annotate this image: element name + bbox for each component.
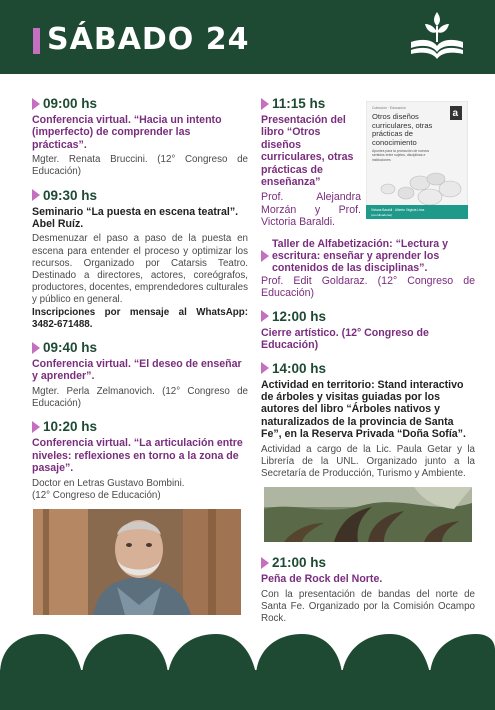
event-title: Conferencia virtual. “La articulación entre niveles: reflexiones en torno a la zona de pasaje”. bbox=[32, 437, 243, 475]
tree-photo-image bbox=[264, 487, 472, 542]
header-accent-bar bbox=[33, 28, 40, 54]
arrow-icon bbox=[261, 310, 269, 322]
event-text: Prof. Edit Goldaraz. (12° Congreso de Educación) bbox=[261, 274, 475, 300]
event-title: Conferencia virtual. “Hacia un intento (imperfecto) de comprender las prácticas”. bbox=[32, 114, 222, 151]
event-text: Prof. Alejandra Morzán y Prof. Victoria Baraldi. bbox=[261, 191, 361, 229]
arrow-icon bbox=[32, 421, 40, 433]
tree-photo bbox=[264, 487, 472, 542]
event-time: 10:20 hs bbox=[43, 419, 98, 435]
header bbox=[0, 0, 495, 74]
event-1020 bbox=[32, 419, 248, 502]
book-authors-role: (coordinadoras) bbox=[371, 213, 393, 217]
event-time: 09:30 hs bbox=[43, 187, 98, 203]
event-text: Mgter. Perla Zelmanovich. (12° Congreso de Educación) bbox=[32, 385, 248, 410]
arrow-icon bbox=[261, 250, 269, 262]
event-registration: Inscripciones por mensaje al WhatsApp: 3482-671488. bbox=[32, 306, 248, 330]
event-title: Actividad en territorio: Stand interactivo de árboles y visitas guiadas por los autores del libro “Árboles nativos y naturalizados de la provincia de Santa Fe”, en la Reserva Privada “Doña Sofía”. bbox=[261, 378, 466, 441]
event-time: 11:15 hs bbox=[272, 96, 326, 111]
book-subtitle: Apuntes para la promoción de nuevos sentidos entre sujetos, disciplinas e instituciones bbox=[372, 149, 430, 162]
book-authors: Viviana Baraldi · Alberto Virginia Lima bbox=[371, 208, 425, 212]
event-time: 09:40 hs bbox=[43, 340, 98, 356]
event-text: Doctor en Letras Gustavo Bombini. bbox=[32, 477, 185, 489]
event-time: 09:00 hs bbox=[43, 96, 98, 111]
event-title: Cierre artístico. (12° Congreso de Educación) bbox=[261, 326, 429, 352]
event-title: Seminario “La puesta en escena teatral”. Abel Ruíz. bbox=[32, 205, 239, 231]
event-1200 bbox=[261, 309, 475, 352]
event-title: Conferencia virtual. “El deseo de enseñar y aprender”. bbox=[32, 358, 242, 383]
book-cover bbox=[366, 101, 468, 219]
event-title: Taller de Alfabetización: “Lectura y escritura: enseñar y aprender los contenidos de las disciplinas”. bbox=[272, 237, 449, 275]
book-title: Otros diseños curriculares, otras prácticas de conocimiento bbox=[372, 113, 433, 147]
event-time: 21:00 hs bbox=[272, 555, 327, 571]
event-taller bbox=[261, 238, 475, 300]
event-title: Presentación del libro “Otros diseños curriculares, otras prácticas de enseñanza” bbox=[261, 114, 354, 189]
event-2100 bbox=[261, 555, 475, 625]
event-0900 bbox=[32, 96, 248, 179]
event-1400 bbox=[261, 361, 475, 481]
page-title: SÁBADO 24 bbox=[47, 22, 250, 57]
left-column bbox=[32, 96, 248, 511]
event-time: 12:00 hs bbox=[272, 308, 327, 324]
event-time: 14:00 hs bbox=[272, 360, 327, 376]
event-text: Mgter. Renata Bruccini. (12° Congreso de Educación) bbox=[32, 154, 248, 178]
event-text-extra: (12° Congreso de Educación) bbox=[32, 489, 161, 501]
speaker-photo bbox=[33, 509, 241, 615]
arrow-icon bbox=[32, 342, 40, 354]
event-0930 bbox=[32, 188, 248, 331]
arrow-icon bbox=[32, 189, 40, 201]
speaker-photo-image bbox=[33, 509, 241, 615]
arrow-icon bbox=[261, 98, 269, 110]
event-text: Actividad a cargo de la Lic. Paula Getar y la Librería de la UNL. Organizado junto a la Secretaría de Producción, Turismo y Ambiente. bbox=[261, 443, 475, 479]
event-text: Desmenuzar el paso a paso de la puesta en escena para entender el proceso y optimizar los recursos. Organizado por Catarsis Teatro. Destinado a directores, actores, coreógrafos, productores, docentes, emprendedores culturales y público en general. bbox=[32, 233, 248, 306]
arrow-icon bbox=[32, 98, 40, 110]
book-tree-logo-icon bbox=[407, 8, 467, 66]
arrow-icon bbox=[261, 557, 269, 569]
event-title: Peña de Rock del Norte. bbox=[261, 573, 383, 586]
event-0940 bbox=[32, 340, 248, 410]
book-series: Colección · Educación bbox=[372, 106, 406, 110]
book-publisher-mark: a bbox=[452, 108, 459, 119]
decorative-waves bbox=[0, 630, 495, 710]
arrow-icon bbox=[261, 362, 269, 374]
event-text: Con la presentación de bandas del norte de Santa Fe. Organizado por la Comisión Ocampo Rock. bbox=[261, 588, 475, 624]
